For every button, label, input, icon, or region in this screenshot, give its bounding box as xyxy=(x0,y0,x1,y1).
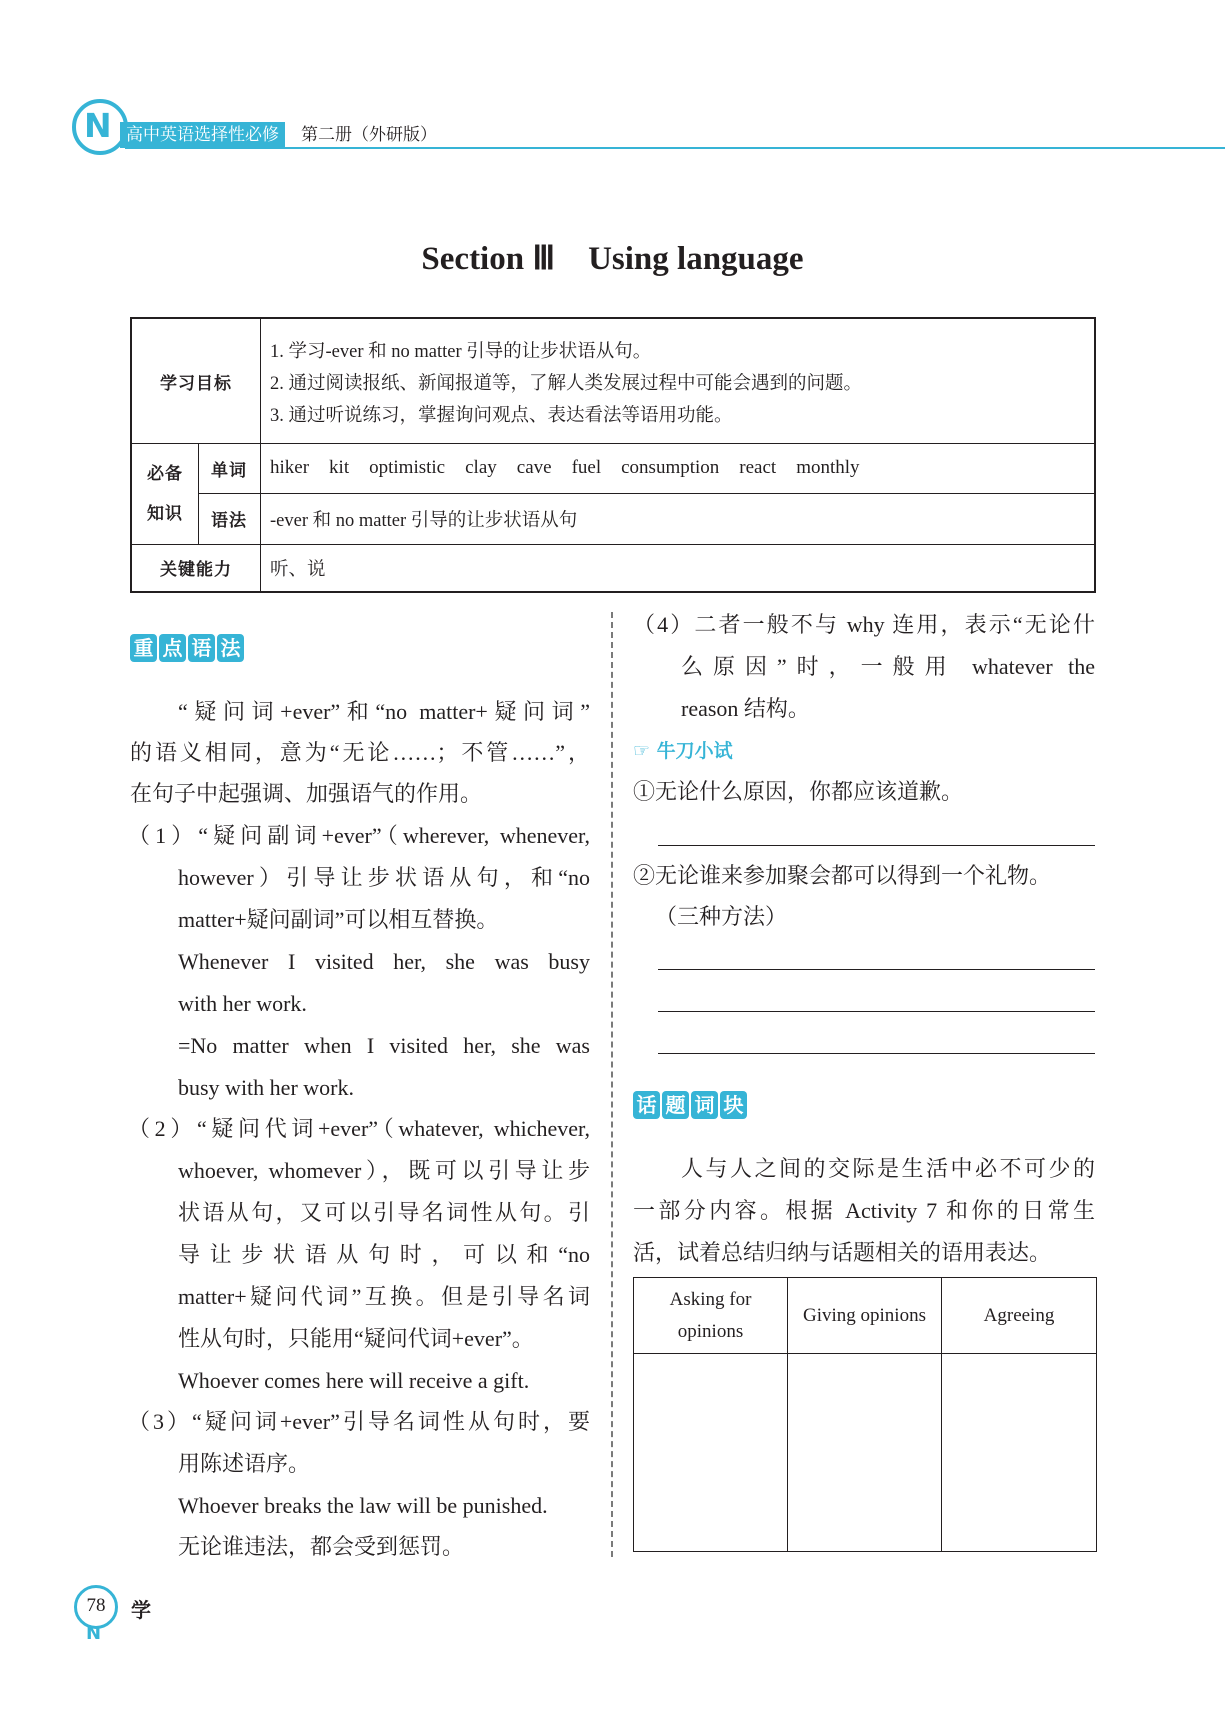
knowledge-label: 必备 知识 xyxy=(147,463,183,524)
answer-cell-asking[interactable] xyxy=(634,1354,787,1551)
try-it-heading: ☞ 牛刀小试 xyxy=(633,740,733,762)
topic-section-badge: 话 题 词 块 xyxy=(633,1091,747,1119)
exercise-question: ②无论谁来参加聚会都可以得到一个礼物。 xyxy=(633,863,1052,888)
exercise-note: （三种方法） xyxy=(655,904,788,929)
grammar-line: 在句子中起强调、加强语气的作用。 xyxy=(130,781,483,806)
vocab-word: kit xyxy=(329,457,350,478)
grammar-line: whoever, whomever），既可以引导让步 xyxy=(178,1158,590,1183)
answer-line[interactable] xyxy=(658,845,1095,846)
book-title: 高中英语选择性必修 xyxy=(120,122,285,148)
n-logo-icon: N xyxy=(86,1623,102,1644)
n-logo-icon: N xyxy=(72,99,128,155)
grammar-text: -ever 和 no matter 引导的让步状语从句 xyxy=(270,510,578,531)
note-line: （4）二者一般不与 why 连用，表示“无论什 xyxy=(633,612,1095,637)
example-sentence: with her work. xyxy=(178,991,307,1016)
grammar-line: matter+疑问代词”互换。但是引导名词 xyxy=(178,1284,590,1309)
grammar-line: （2）“疑问代词+ever”（whatever, whichever, xyxy=(128,1116,590,1141)
column-header-giving: Giving opinions xyxy=(803,1304,926,1326)
column-header-agreeing: Agreeing xyxy=(983,1304,1055,1326)
goals-list xyxy=(270,336,862,432)
vocab-word: consumption xyxy=(621,457,720,478)
note-line: 么原因”时，一般用 whatever the xyxy=(681,654,1095,679)
grammar-label: 语法 xyxy=(211,511,247,531)
topic-line: 活，试着总结归纳与话题相关的语用表达。 xyxy=(633,1240,1052,1265)
vocab-word: fuel xyxy=(571,457,602,478)
grammar-line: 状语从句，又可以引导名词性从句。引 xyxy=(178,1200,590,1225)
ability-text: 听、说 xyxy=(270,559,326,580)
answer-line[interactable] xyxy=(658,1053,1095,1054)
example-sentence: busy with her work. xyxy=(178,1075,354,1100)
grammar-line: （3）“疑问词+ever”引导名词性从句时，要 xyxy=(128,1409,590,1434)
grammar-line: matter+疑问副词”可以相互替换。 xyxy=(178,907,499,932)
goals-label: 学习目标 xyxy=(160,373,232,394)
vocab-list xyxy=(270,443,860,493)
column-divider xyxy=(611,612,613,1557)
grammar-line: 导让步状语从句时，可以和“no xyxy=(178,1242,590,1267)
column-header-asking: Asking for opinions xyxy=(669,1288,752,1342)
goal-item: 1. 学习-ever 和 no matter 引导的让步状语从句。 xyxy=(270,342,652,362)
example-sentence: Whenever I visited her, she was busy xyxy=(178,949,590,974)
vocab-word: optimistic xyxy=(369,457,446,478)
topic-expressions-table xyxy=(633,1277,1097,1552)
topic-line: 人与人之间的交际是生活中必不可少的 xyxy=(681,1156,1095,1181)
grammar-section-badge: 重 点 语 法 xyxy=(130,634,244,662)
example-translation: 无论谁违法，都会受到惩罚。 xyxy=(178,1534,465,1559)
ability-label: 关键能力 xyxy=(160,560,232,580)
example-sentence: Whoever breaks the law will be punished. xyxy=(178,1493,548,1518)
answer-cell-agreeing[interactable] xyxy=(942,1354,1096,1551)
vocab-word: react xyxy=(739,457,777,478)
grammar-line: 的语义相同，意为“无论……；不管……”， xyxy=(130,740,590,765)
grammar-line: however）引导让步状语从句，和“no xyxy=(178,865,590,890)
header-rule xyxy=(125,147,1225,149)
page-number: 78 xyxy=(86,1595,106,1616)
grammar-line: 性从句时，只能用“疑问代词+ever”。 xyxy=(178,1326,534,1351)
grammar-line: （1）“疑问副词+ever”（wherever, whenever, xyxy=(128,823,590,848)
answer-cell-giving[interactable] xyxy=(788,1354,941,1551)
page-title: Section Ⅲ Using language xyxy=(421,241,804,277)
example-sentence: =No matter when I visited her, she was xyxy=(178,1033,590,1058)
vocab-word: monthly xyxy=(796,457,860,478)
exercise-question: ①无论什么原因，你都应该道歉。 xyxy=(633,779,964,804)
example-sentence: Whoever comes here will receive a gift. xyxy=(178,1368,530,1393)
topic-line: 一部分内容。根据 Activity 7 和你的日常生 xyxy=(633,1198,1095,1223)
answer-line[interactable] xyxy=(658,969,1095,970)
goal-item: 2. 通过阅读报纸、新闻报道等，了解人类发展过程中可能会遇到的问题。 xyxy=(270,374,863,394)
grammar-line: 用陈述语序。 xyxy=(178,1451,311,1476)
vocab-word: clay xyxy=(465,457,497,478)
page-label: 学 xyxy=(131,1598,151,1622)
goal-item: 3. 通过听说练习，掌握询问观点、表达看法等语用功能。 xyxy=(270,406,733,426)
answer-line[interactable] xyxy=(658,1011,1095,1012)
vocab-word: cave xyxy=(516,457,552,478)
objectives-table xyxy=(130,317,1096,593)
book-subtitle: 第二册（外研版） xyxy=(301,125,437,145)
note-line: reason 结构。 xyxy=(681,696,810,721)
grammar-line: “疑问词+ever”和“no matter+疑问词” xyxy=(178,699,590,724)
vocab-label: 单词 xyxy=(211,460,247,481)
vocab-word: hiker xyxy=(270,457,310,478)
